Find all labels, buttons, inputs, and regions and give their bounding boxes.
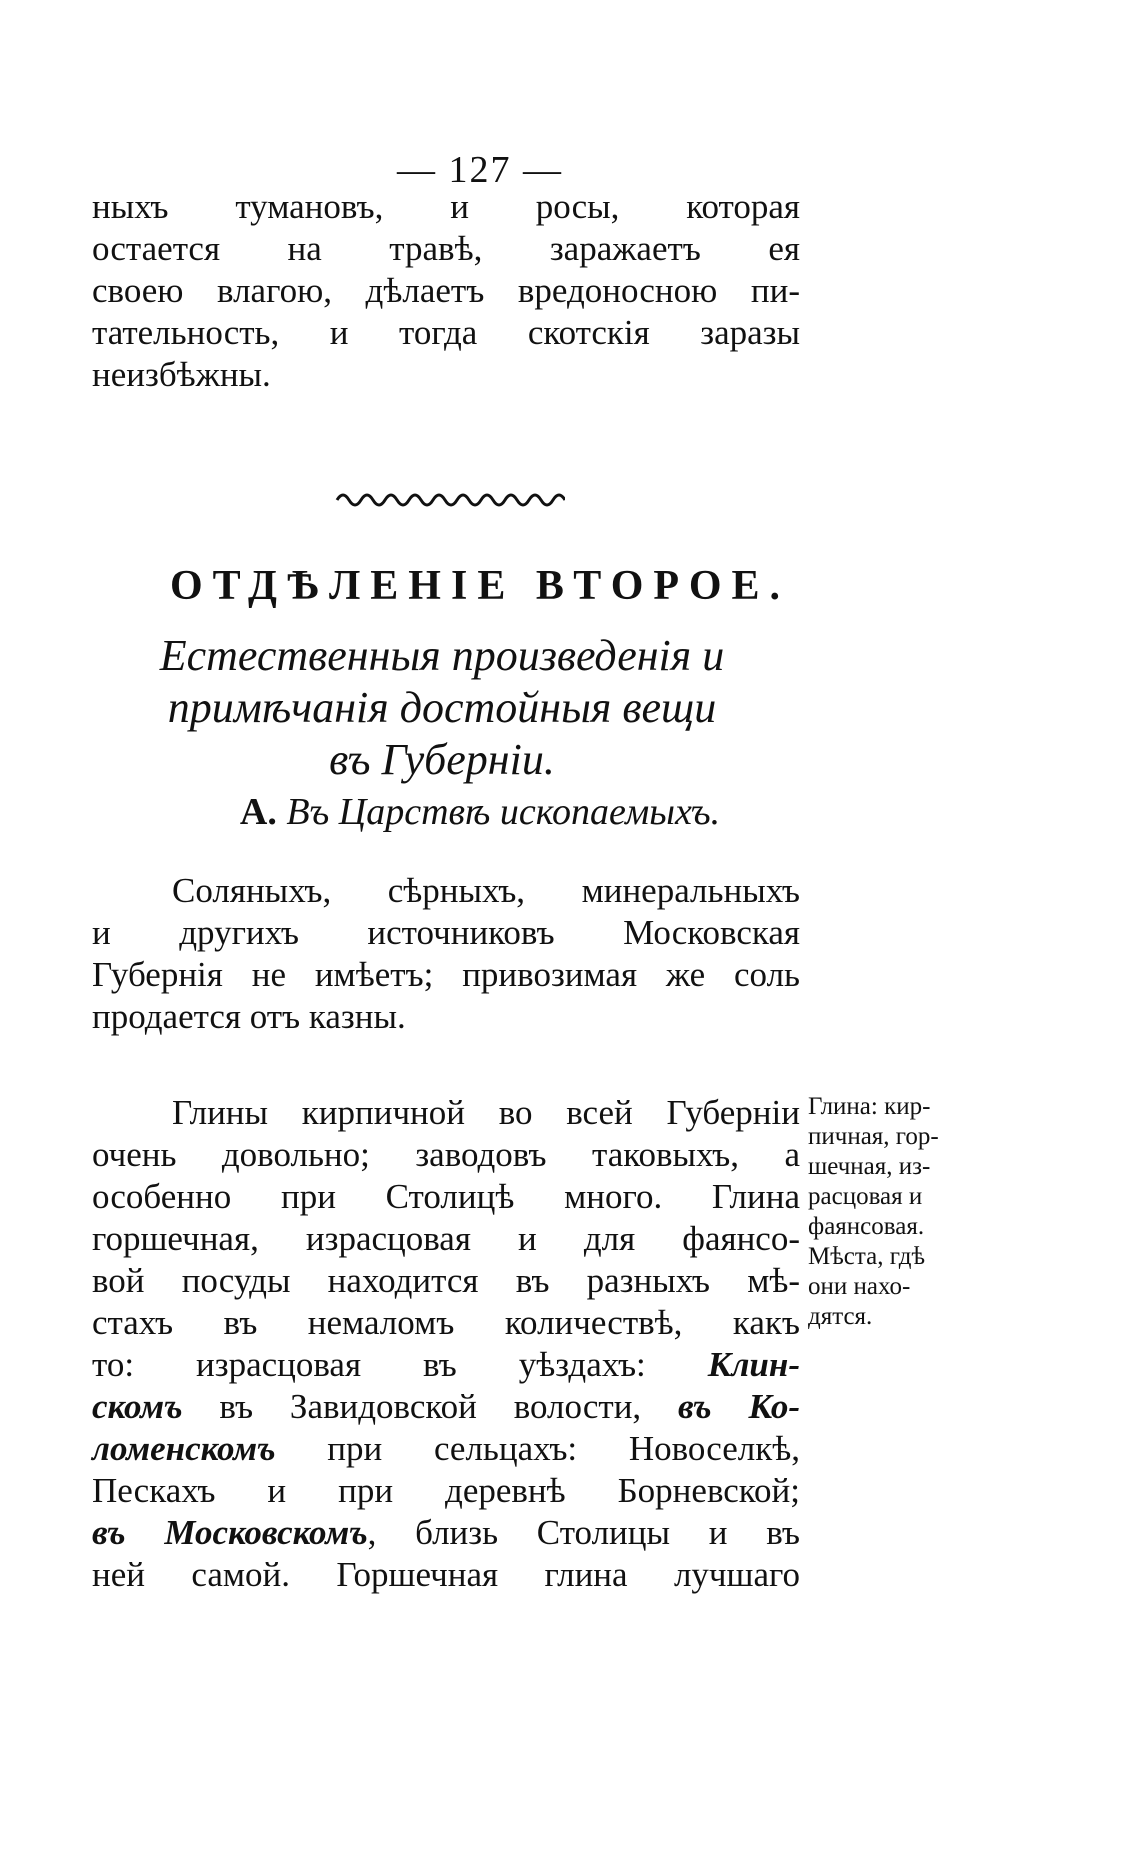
- text-run: ней самой. Горшечная глина лучшаго: [92, 1555, 800, 1594]
- text-line: [92, 1176, 800, 1218]
- text-run: стахъ въ немаломъ количествѣ, какъ: [92, 1303, 800, 1342]
- place-name: Клин-: [707, 1345, 800, 1384]
- text-run: вой посуды находится въ разныхъ мѣ-: [92, 1261, 800, 1300]
- margin-note: [808, 1092, 968, 1332]
- text-run: , близь Столицы и въ: [367, 1513, 800, 1552]
- text-run: Глины кирпичной во всей Губерніи: [172, 1093, 800, 1132]
- text-run: при сельцахъ: Новоселкѣ,: [275, 1429, 800, 1468]
- text-run: Пескахъ и при деревнѣ Борневской;: [92, 1471, 800, 1510]
- text-run: то: израсцовая въ уѣздахъ:: [92, 1345, 708, 1384]
- margin-note-line: они нахо-: [808, 1273, 911, 1300]
- text-line: остается на травѣ, заражаетъ ея: [92, 229, 800, 268]
- text-line: [92, 1134, 800, 1176]
- margin-note-line: Глина: кир-: [808, 1093, 931, 1120]
- text-line: [92, 1386, 800, 1428]
- subsection-letter: А.: [239, 791, 277, 833]
- margin-note-line: дятся.: [808, 1303, 873, 1330]
- margin-note-line: фаянсовая.: [808, 1213, 925, 1240]
- text-line: продается отъ казны.: [92, 997, 406, 1036]
- text-line: и другихъ источниковъ Московская: [92, 913, 800, 952]
- margin-note-line: шечная, из-: [808, 1153, 931, 1180]
- text-line: [92, 1470, 800, 1512]
- text-run: въ Завидовской волости,: [182, 1387, 678, 1426]
- text-line: [92, 1302, 800, 1344]
- place-name: скомъ: [92, 1387, 183, 1426]
- text-line: [92, 1092, 800, 1134]
- margin-note-line: Мѣста, гдѣ: [808, 1243, 926, 1270]
- text-line: неизбѣжны.: [92, 355, 271, 394]
- subsection-title: Въ Царствѣ ископаемыхъ.: [286, 791, 721, 833]
- text-line: Губернія не имѣетъ; привозимая же соль: [92, 955, 800, 994]
- text-line: своею влагою, дѣлаетъ вредоносною пи-: [92, 271, 800, 310]
- place-name: ломенскомъ: [92, 1429, 276, 1468]
- text-line: [92, 1554, 800, 1596]
- text-line: Соляныхъ, сѣрныхъ, минеральныхъ: [172, 871, 800, 910]
- text-line: ныхъ тумановъ, и росы, которая: [92, 187, 800, 226]
- page-number: — 127 —: [397, 149, 563, 191]
- subheading-line: Естественныя произведенія и: [159, 631, 725, 680]
- margin-note-line: пичная, гор-: [808, 1123, 939, 1150]
- subheading-line: въ Губерніи.: [329, 735, 555, 784]
- place-name: въ Ко-: [678, 1387, 800, 1426]
- section-heading: ОТДѢЛЕНІЕ ВТОРОЕ.: [169, 563, 791, 609]
- text-line: [92, 1428, 800, 1470]
- text-line: [92, 1260, 800, 1302]
- margin-note-line: расцовая и: [808, 1183, 923, 1210]
- text-line: [92, 1218, 800, 1260]
- text-run: очень довольно; заводовъ таковыхъ, а: [92, 1135, 800, 1174]
- text-run: горшечная, израсцовая и для фаянсо-: [92, 1219, 800, 1258]
- place-name: въ Московскомъ: [92, 1513, 368, 1552]
- text-line: [92, 1344, 800, 1386]
- text-line: [92, 1512, 800, 1554]
- ornament-divider: [335, 486, 565, 510]
- text-run: особенно при Столицѣ много. Глина: [92, 1177, 800, 1216]
- subsection-heading: [0, 790, 960, 834]
- text-line: тательность, и тогда скотскія заразы: [92, 313, 800, 352]
- subheading-line: примѣчанія достойныя вещи: [167, 683, 717, 732]
